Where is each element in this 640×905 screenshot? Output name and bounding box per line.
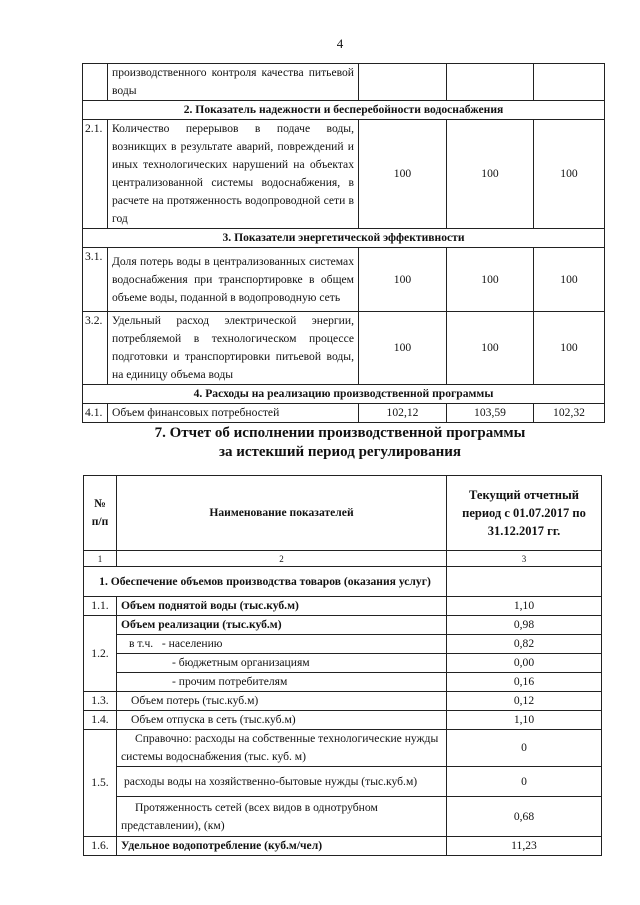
row-value: 102,32 [534, 404, 605, 423]
row-name: Протяженность сетей (всех видов в однотрубном представлении), (км) [117, 797, 447, 837]
empty-cell [447, 567, 602, 597]
row-value: 1,10 [447, 711, 602, 730]
row-value [534, 64, 605, 101]
header-num: № п/п [84, 476, 117, 551]
row-value: 0,12 [447, 692, 602, 711]
row-name: Объем реализации (тыс.куб.м) [117, 616, 447, 635]
page-number: 4 [336, 36, 344, 51]
row-num [83, 64, 108, 101]
row-name: Объем отпуска в сеть (тыс.куб.м) [117, 711, 447, 730]
table-row [83, 120, 605, 229]
section-row [83, 385, 605, 404]
row-value: 100 [534, 312, 605, 385]
row-value: 11,23 [447, 837, 602, 856]
row-num: 1.6. [84, 837, 117, 856]
row-value [447, 64, 534, 101]
row-name: Справочно: расходы на собственные технологические нужды системы водоснабжения (тыс. куб. м) [117, 730, 447, 767]
row-name: Объем финансовых потребностей [108, 404, 359, 423]
row-num: 2.1. [83, 120, 108, 229]
col-number: 2 [117, 551, 447, 567]
row-value: 100 [359, 120, 447, 229]
section-header: 3. Показатели энергетической эффективности [83, 229, 605, 248]
row-num: 1.3. [84, 692, 117, 711]
sub-row-name: - бюджетным организациям [117, 654, 447, 673]
row-value: 1,10 [447, 597, 602, 616]
row-name: Удельное водопотребление (куб.м/чел) [117, 837, 447, 856]
row-name: Удельный расход электрической энергии, потребляемой в технологическом процессе подготовки и транспортировки питьевой воды, на единицу объема воды [108, 312, 359, 385]
section-7-title [0, 424, 640, 462]
row-value: 100 [447, 312, 534, 385]
sub-row-name: - прочим потребителям [117, 673, 447, 692]
row-name: Количество перерывов в подаче воды, возникщих в результате аварий, повреждений и иных технологических нарушений на объектах централизованной системы водоснабжения, в расчете на протяженность водопроводной сети в год [108, 120, 359, 229]
header-name: Наименование показателей [117, 476, 447, 551]
section-header: 2. Показатель надежности и бесперебойности водоснабжения [83, 101, 605, 120]
row-num: 3.1. [83, 248, 108, 312]
row-num: 1.5. [84, 730, 117, 837]
section-header: 4. Расходы на реализацию производственной программы [83, 385, 605, 404]
row-name: расходы воды на хозяйственно-бытовые нужды (тыс.куб.м) [117, 767, 447, 797]
row-num: 1.1. [84, 597, 117, 616]
row-num: 1.4. [84, 711, 117, 730]
sub-row-name [117, 635, 447, 654]
row-value: 100 [359, 248, 447, 312]
section-7-title-line2: за истекший период регулирования [218, 444, 462, 460]
row-value: 103,59 [447, 404, 534, 423]
row-value: 0 [447, 730, 602, 767]
row-num: 3.2. [83, 312, 108, 385]
row-num: 4.1. [83, 404, 108, 423]
row-value: 0,98 [447, 616, 602, 635]
row-value: 0,00 [447, 654, 602, 673]
sub-prefix: в т.ч. [129, 637, 154, 650]
row-name: Доля потерь воды в централизованных системах водоснабжения при транспортировке в общем объеме воды, поданной в водопроводную сеть [108, 248, 359, 312]
table-row [83, 312, 605, 385]
col-number: 1 [84, 551, 117, 567]
row-name: Объем потерь (тыс.куб.м) [117, 692, 447, 711]
row-value: 0,82 [447, 635, 602, 654]
table-row [83, 248, 605, 312]
row-value: 0,16 [447, 673, 602, 692]
section-7-title-line1: 7. Отчет об исполнении производственной программы [154, 425, 526, 441]
row-value: 0,68 [447, 797, 602, 837]
row-value: 100 [534, 248, 605, 312]
row-num: 1.2. [84, 616, 117, 692]
section-row [83, 101, 605, 120]
section-row [83, 229, 605, 248]
row-name: производственного контроля качества питьевой воды [108, 64, 359, 101]
row-value: 100 [534, 120, 605, 229]
row-value: 100 [447, 248, 534, 312]
row-value: 0 [447, 767, 602, 797]
row-value [359, 64, 447, 101]
header-value: Текущий отчетный период с 01.07.2017 по 31.12.2017 гг. [447, 476, 602, 551]
col-number: 3 [447, 551, 602, 567]
row-name: Объем поднятой воды (тыс.куб.м) [117, 597, 447, 616]
report-table [83, 475, 602, 856]
row-value: 100 [447, 120, 534, 229]
table-row [83, 404, 605, 423]
table-row [83, 64, 605, 101]
row-value: 100 [359, 312, 447, 385]
indicators-table [82, 63, 605, 423]
sub-label: - населению [161, 637, 223, 650]
row-value: 102,12 [359, 404, 447, 423]
section-1-header: 1. Обеспечение объемов производства товаров (оказания услуг) [84, 567, 447, 597]
